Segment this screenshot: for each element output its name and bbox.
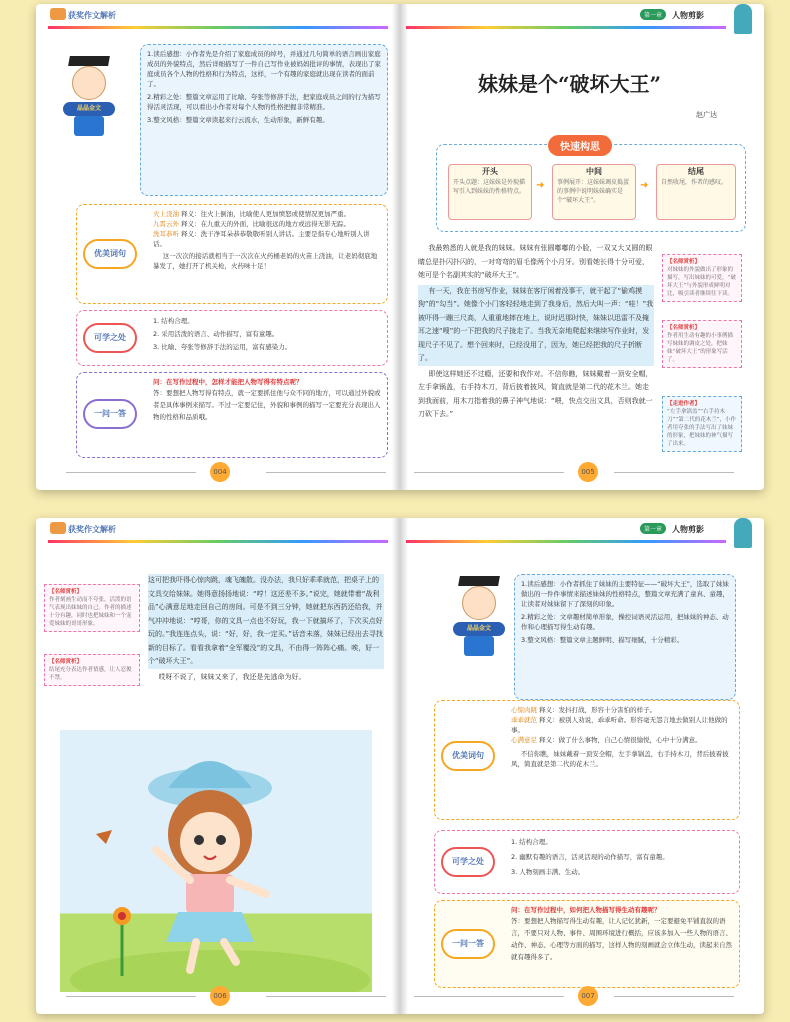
graduation-cap-icon	[68, 56, 110, 66]
author-note: 【走进作者】 “左手拿锅盖”“右手持木刀”“第二代的花木兰”，小作者用夸张的手法写出了妹妹的形象，把妹妹的神气描写了出来。	[662, 396, 742, 452]
teacher-note: 【名师赏析】 作者刻画生动而不夸张，活泼的语气表现出妹妹的自己。作者的描述十分有趣，同时也把妹妹和一个宠爱妹妹的哥哥形象。	[44, 584, 140, 632]
article-title: 妹妹是个“破坏大王”	[478, 72, 662, 96]
learn-item: 3. 人物刻画丰满、生动。	[511, 868, 585, 876]
vocab-item: 心满意足 释义：做了什么事物，自己心情很愉悦，心中十分满意。	[511, 736, 702, 744]
teacher-note: 【名师赏析】 作者用生动有趣的小事例描写妹妹的调皮之处，把妹妹“破坏大王”的形象写活了。	[662, 320, 742, 368]
paragraph: 哎呀不说了，妹妹又来了，我还是先逃命为好。	[158, 672, 306, 681]
page-005	[400, 4, 764, 490]
learn-item: 2. 幽默有趣的语言，活灵活现的动作描写，富有童趣。	[511, 853, 669, 861]
chapter-tag: 第一章	[640, 9, 666, 20]
vocab-example: 这一次次的接话就相当于一次次在火药桶老妈的火苗上浇油，让老妈彻底地暴发了，她打开了机关枪，火药味十足！	[153, 252, 378, 270]
review-box	[140, 44, 388, 196]
vocab-example: 不信你瞧，妹妹戴着一顶安全帽，左手拿锅盖，右手持木刀，背后披着披风，简直就是第二代的花木兰。	[511, 750, 729, 768]
bottom-spread	[36, 518, 764, 1014]
arrow-right-icon: ➜	[536, 180, 545, 191]
paragraph: 这可把我吓得心惊肉跳，魂飞魄散。没办法，我只好乖乖就范，把桌子上的文具交给妹妹。她得意扬扬地说：“哼！这还差不多。”说完，她就带着“战利品”心满意足地走回自己的房间。可是不到三分钟，她就把东西扔还给我，并气冲冲地说：“哼哥，你的文具一点也不好玩，我一下就搞坏了，下次买点好玩的。”我连连点头，说：“好，好，我一定买。”话音未落，妹妹已经出去寻找新的目标了。看看我拿着“全军覆没”的文具，不由得一阵阵心痛。唉，好一个“破坏大王”。	[148, 574, 384, 669]
brand-title: 获奖作文解析	[68, 11, 116, 20]
learn-item: 2. 采用活泼的语言、动作描写，富有童趣。	[153, 330, 279, 338]
qa-label: 一问一答	[441, 929, 495, 959]
qa-question: 问：在写作过程中，怎样才能把人物写得有特点呢？	[153, 378, 303, 386]
chapter-name: 人物剪影	[672, 525, 704, 534]
page-006	[36, 518, 400, 1014]
learn-box	[434, 830, 740, 894]
qa-answer: 答：要想把人物写得有特点，就一定要抓住他与众不同的地方，可以通过外貌或者是具体事例来描写。不过一定要记住，外貌和事例的描写一定要充分表现出人物的性格和品质哦。	[153, 389, 381, 421]
vocab-label: 优美词句	[441, 741, 495, 771]
teacher-note: 【名师赏析】 对妹妹的外貌做出了形象的描写，写出妹妹的可爱，“破坏大王”与外貌形成鲜明对比，吸引读者继续往下读。	[662, 254, 742, 302]
page-number: 006	[210, 986, 230, 1006]
top-spread	[36, 4, 764, 490]
header-stripe	[48, 540, 388, 543]
article-body	[418, 242, 654, 424]
chapter-tag: 第一章	[640, 523, 666, 534]
learn-item: 3. 比喻、夸张等修辞手法的运用，富有感染力。	[153, 343, 292, 351]
article-body	[148, 574, 384, 686]
page-004	[36, 4, 400, 490]
brand-logo-icon	[50, 8, 66, 20]
review-line: 1.读后感想：小作者先是介绍了家庭成员的绰号，并通过几句简单的语言画出家庭成员的外貌特点，然后详细描写了一件自己写作业被妈妈批评的事情，表现出了家庭成员各个人物的性格和行为特点，这样，一个有趣的家庭就出现在读者的面前了。	[147, 50, 381, 88]
vocab-item: 九霄云外 释义：在九重天的外面，比喻很远的地方或远得无影无踪。	[153, 220, 351, 228]
learn-box	[76, 310, 388, 366]
header-stripe	[406, 540, 726, 543]
learn-item: 1. 结构合理。	[153, 317, 194, 325]
review-line: 1.读后感想：小作者抓住了妹妹的主要特征——“破坏大王”，选取了妹妹做出的一件件事情来描述妹妹的性格特点，整篇文章充满了童真、童趣，让读者对妹妹留下了深刻的印象。	[521, 580, 729, 608]
paragraph: 有一天，我在书房写作业，妹妹在客厅闲着没事干，就干起了“偷鸡摸狗”的“勾当”。她像个小门客轻轻地走到了我身后，然后大叫一声：“哇！”我被吓得一蹦三尺高，人重重地摔在地上，说时迟那时快，妹妹以迅雷不及掩耳之速“嗖”的一下把我的尺子拢走了。当我无奈地爬起来继续写作业时，发现尺子不见了。想个回来时，已经没用了，因为，她已经把我的尺子折断了。	[418, 285, 654, 366]
learn-item: 1. 结构合理。	[511, 838, 552, 846]
runner-icon	[734, 518, 752, 548]
page-007	[400, 518, 764, 1014]
arrow-right-icon: ➜	[640, 180, 649, 191]
review-line: 3.整文风格：整篇文章读起来行云流水，生动形象，新鲜有趣。	[147, 116, 329, 124]
vocab-item: 洗耳恭听 释义：洗干净耳朵恭恭敬敬听别人讲话。主要是指专心地听别人讲话。	[153, 230, 370, 248]
qa-label: 一问一答	[83, 399, 137, 429]
brand-logo-icon	[50, 522, 66, 534]
review-line: 2.精彩之处：整篇文章运用了比喻、夸张等修辞手法，把家庭成员之间的行为描写得活灵活现，可以看出小作者对每个人物的性格把握非常精准。	[147, 93, 381, 111]
runner-icon	[734, 4, 752, 34]
vocab-item: 乖乖就范 释义：被别人劝说，乖乖听命。形容毫无怨言地去做别人让他做的事。	[511, 716, 728, 734]
qa-box	[76, 372, 388, 458]
graduation-cap-icon	[458, 576, 500, 586]
learn-label: 可学之处	[441, 847, 495, 877]
teacher-note: 【名师赏析】 结尾充分表达作者情感，让人忍俊不禁。	[44, 654, 140, 686]
header-stripe	[48, 26, 388, 29]
girl-illustration	[60, 730, 372, 992]
review-line: 2.精彩之处：文章趣材简单形象，操控词语灵活运用，把妹妹的神态、动作和心理描写得生动有趣。	[521, 613, 729, 631]
page-number: 007	[578, 986, 598, 1006]
student-avatar	[60, 56, 118, 136]
header-stripe	[406, 26, 726, 29]
flow-step: 结尾 自然收尾，作者的感叹。	[656, 164, 736, 220]
qa-box	[434, 900, 740, 988]
student-avatar	[450, 576, 508, 656]
paragraph: 即使这样她还不过瘾，还要和我作对。不信你瞧，妹妹戴着一顶安全帽，左手拿锅盖，右手持木刀，背后披着披风，简直就是第二代的花木兰。她走到我面前，用木刀指着我的鼻子神气地说：“喂，快点交出文具，否则我就一刀砍下去。”	[418, 369, 653, 418]
outline-pill: 快速构思	[548, 135, 612, 156]
vocab-box	[76, 204, 388, 304]
qa-answer: 答：要想把人物描写得生动有趣，让人记忆犹新，一定要避免平铺直叙的语言，不要只对人物、事件、周围环境进行概括，应该多加入一些人物的语言、动作、神态、心理等方面的描写，这样人物的刻画就会立体生动，读起来自然就有趣得多了。	[511, 917, 732, 961]
badge-label: 晶晶金文	[63, 102, 115, 116]
vocab-label: 优美词句	[83, 239, 137, 269]
paragraph: 我最熟悉的人就是我的妹妹。妹妹有张圆嘟嘟的小脸，一双又大又圆的眼睛总是扑闪扑闪的，一对弯弯的眉毛像两个小月牙。别看她长得十分可爱，她可是个名副其实的“破坏大王”。	[418, 244, 653, 279]
badge-label: 晶晶金文	[453, 622, 505, 636]
vocab-item: 火上浇油 释义：往火上倒油，比喻使人更加愤怒或使情况更加严重。	[153, 210, 351, 218]
girl-in-hat-image	[60, 730, 372, 992]
brand-title: 获奖作文解析	[68, 525, 116, 534]
learn-label: 可学之处	[83, 323, 137, 353]
qa-question: 问：在写作过程中，如何把人物描写得生动有趣呢？	[511, 906, 661, 914]
review-box	[514, 574, 736, 700]
page-number: 005	[578, 462, 598, 482]
review-line: 3.整文风格：整篇文章主题鲜明、描写细腻，十分精彩。	[521, 636, 684, 644]
vocab-box	[434, 700, 740, 820]
page-number: 004	[210, 462, 230, 482]
flow-step: 中间 事例展开：这妹妹调皮捣蛋的事例中说明妹妹确实是个“破坏大王”。	[552, 164, 636, 220]
vocab-item: 心惊肉跳 释义：发抖打战，形容十分害怕的样子。	[511, 706, 657, 714]
chapter-name: 人物剪影	[672, 11, 704, 20]
flow-step: 开头 开头点题：这妹妹是外貌描写引入到妹妹的性格特点。	[448, 164, 532, 220]
article-author: 赵广达	[696, 111, 717, 119]
